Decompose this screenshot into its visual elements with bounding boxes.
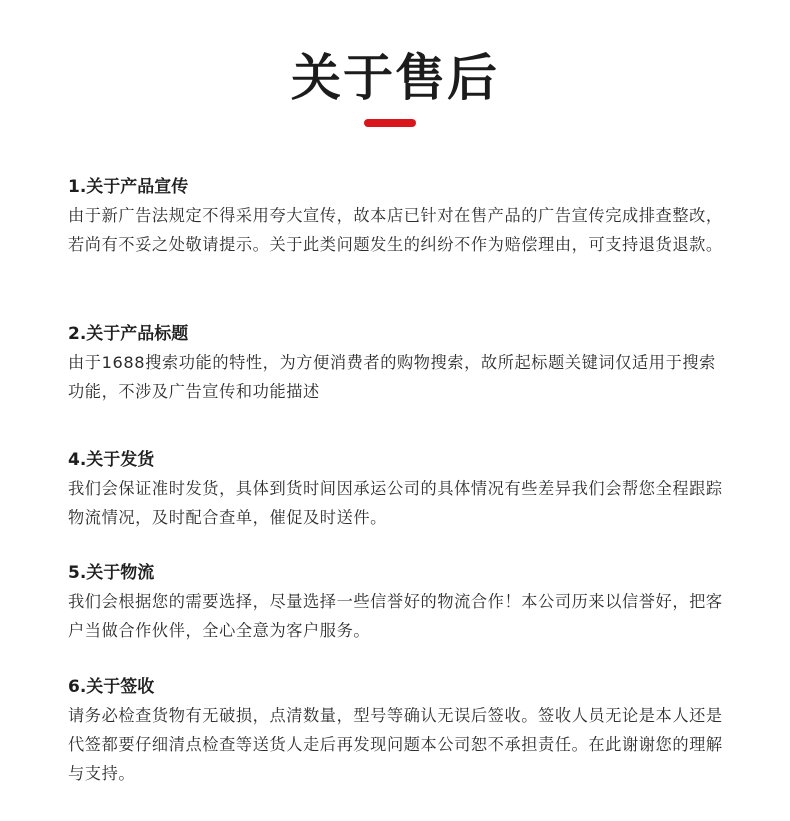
section-product-promotion [68,175,728,259]
section-body: 请务必检查货物有无破损，点清数量，型号等确认无误后签收。签收人员无论是本人还是代签都要仔细清点检查等送货人走后再发现问题本公司恕不承担责任。在此谢谢您的理解与支持。 [68,706,723,783]
section-heading: 6.关于签收 [68,677,155,697]
section-heading: 4.关于发货 [68,450,155,470]
section-body: 我们会保证准时发货，具体到货时间因承运公司的具体情况有些差异我们会帮您全程跟踪物流情况，及时配合查单，催促及时送件。 [68,479,723,527]
section-shipping [68,448,728,532]
section-receipt [68,675,728,788]
section-body: 我们会根据您的需要选择，尽量选择一些信誉好的物流合作！本公司历来以信誉好，把客户当做合作伙伴，全心全意为客户服务。 [68,592,723,640]
section-heading: 5.关于物流 [68,563,155,583]
section-heading: 1.关于产品宣传 [68,177,189,197]
page-title: 关于售后 [291,49,499,107]
section-product-title [68,322,728,406]
section-heading: 2.关于产品标题 [68,324,189,344]
section-logistics [68,561,728,645]
section-body: 由于新广告法规定不得采用夸大宣传，故本店已针对在售产品的广告宣传完成排查整改，若尚有不妥之处敬请提示。关于此类问题发生的纠纷不作为赔偿理由，可支持退货退款。 [68,206,723,254]
section-body: 由于1688搜索功能的特性，为方便消费者的购物搜索，故所起标题关键词仅适用于搜索功能，不涉及广告宣传和功能描述 [68,353,716,401]
title-underline-accent [364,119,416,127]
